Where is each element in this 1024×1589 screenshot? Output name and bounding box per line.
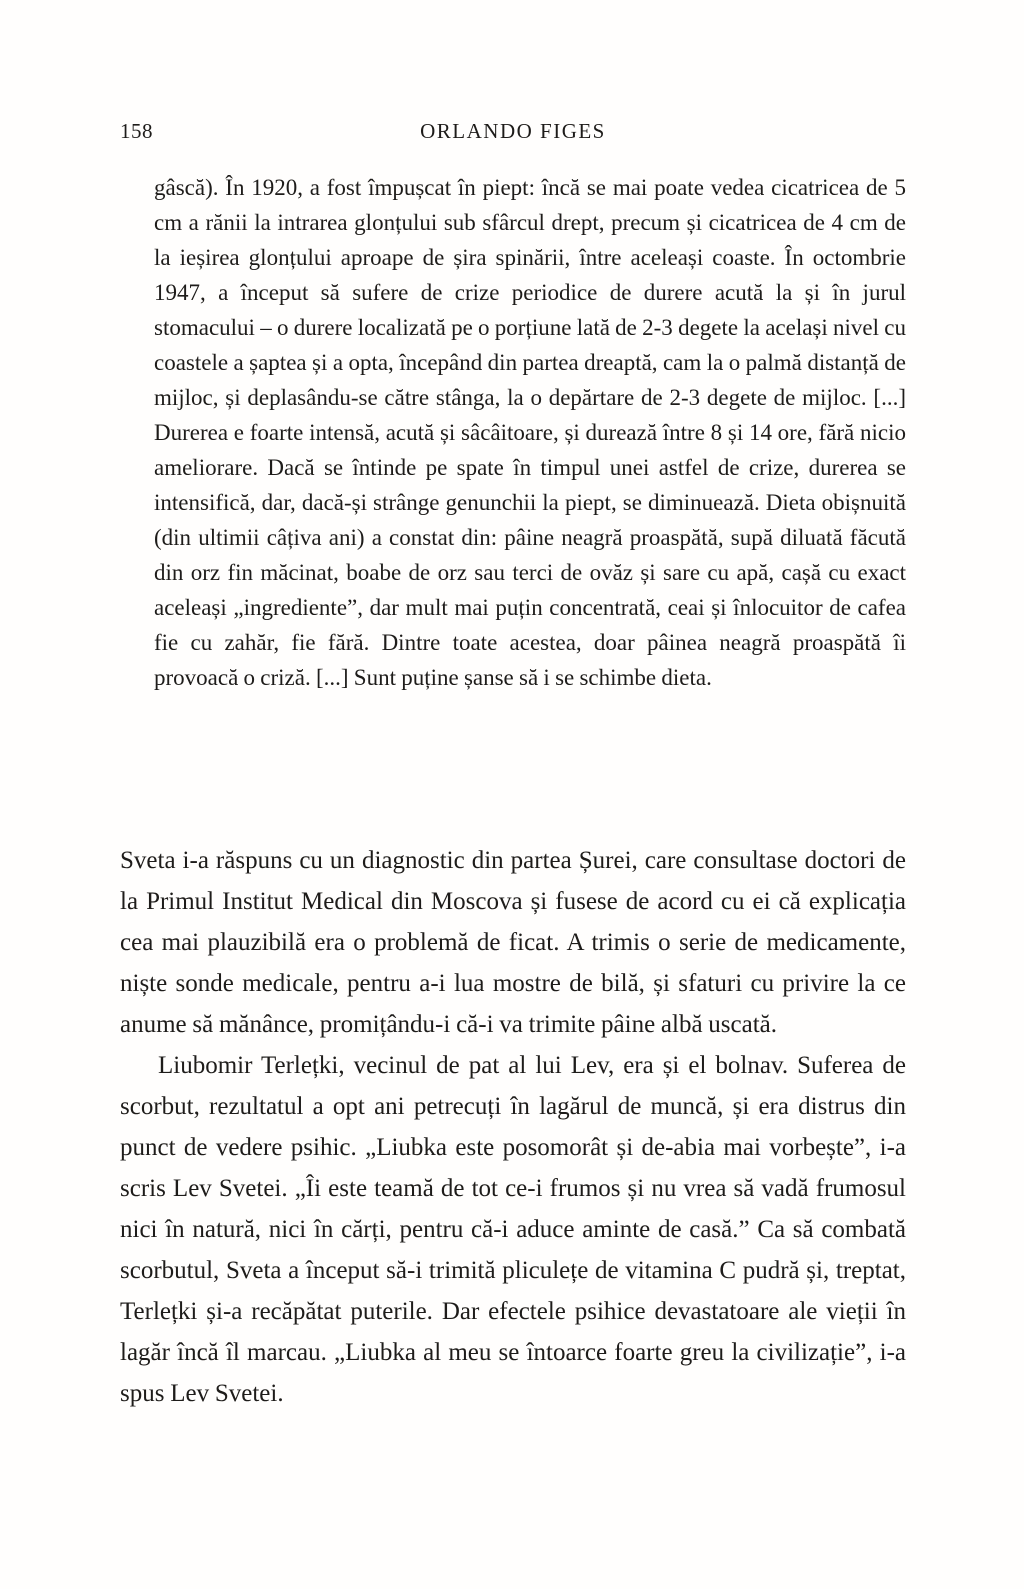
page-header <box>120 118 906 144</box>
paragraph: Liubomir Terlețki, vecinul de pat al lui Lev, era și el bolnav. Suferea de scorbut, rezultatul a opt ani petrecuți în lagărul de muncă, și era distrus din punct de vedere psihic. „Liubka este posomorât și de-abia mai vorbește”, i-a scris Lev Svetei. „Îi este teamă de tot ce-i frumos și nu vrea să vadă frumosul nici în natură, nici în cărți, pentru că-i aduce aminte de casă.” Ca să combată scorbutul, Sveta a început să-i trimită pliculețe de vitamina C pudră și, treptat, Terlețki și-a recăpătat puterile. Dar efectele psihice devastatoare ale vieții în lagăr încă îl marcau. „Liubka al meu se întoarce foarte greu la civilizație”, i-a spus Lev Svetei. <box>120 1052 906 1407</box>
block-quote: gâscă). În 1920, a fost împușcat în piept: încă se mai poate vedea cicatricea de 5 cm a rănii la intrarea glonțului sub sfârcul drept, precum și cicatricea de 4 cm de la ieșirea glonțului aproape de șira spinării, între aceleași coaste. În octombrie 1947, a început să sufere de crize periodice de durere acută la și în jurul stomacului – o durere localizată pe o porțiune lată de 2-3 degete la același nivel cu coastele a șaptea și a opta, începând din partea dreaptă, cam la o palmă distanță de mijloc, și deplasându-se către stânga, la o depărtare de 2-3 degete de mijloc. [...] Durerea e foarte intensă, acută și sâcâitoare, și durează între 8 și 14 ore, fără nicio ameliorare. Dacă se întinde pe spate în timpul unei astfel de crize, durerea se intensifică, dar, dacă-și strânge genunchii la piept, se diminuează. Dieta obișnuită (din ultimii câțiva ani) a constat din: pâine neagră proaspătă, supă diluată făcută din orz fin măcinat, boabe de orz sau terci de ovăz și sare cu apă, cașă cu exact aceleași „ingrediente”, dar mult mai puțin concentrată, ceai și înlocuitor de cafea fie cu zahăr, fie fără. Dintre toate acestea, doar pâinea neagră proaspătă îi provoacă o criză. [...] Sunt puține șanse să i se schimbe dieta. <box>154 175 906 690</box>
paragraph: Sveta i-a răspuns cu un diagnostic din partea Șurei, care consultase doctori de la Primul Institut Medical din Moscova și fusese de acord cu ei că explicația cea mai plauzibilă era o problemă de ficat. A trimis o serie de medicamente, niște sonde medicale, pentru a-i lua mostre de bilă, și sfaturi cu privire la ce anume să mănânce, promițându-i că-i va trimite pâine albă uscată. <box>120 847 906 1038</box>
running-header: ORLANDO FIGES <box>420 119 606 143</box>
page-number: 158 <box>120 119 153 143</box>
body-text <box>120 840 906 1414</box>
